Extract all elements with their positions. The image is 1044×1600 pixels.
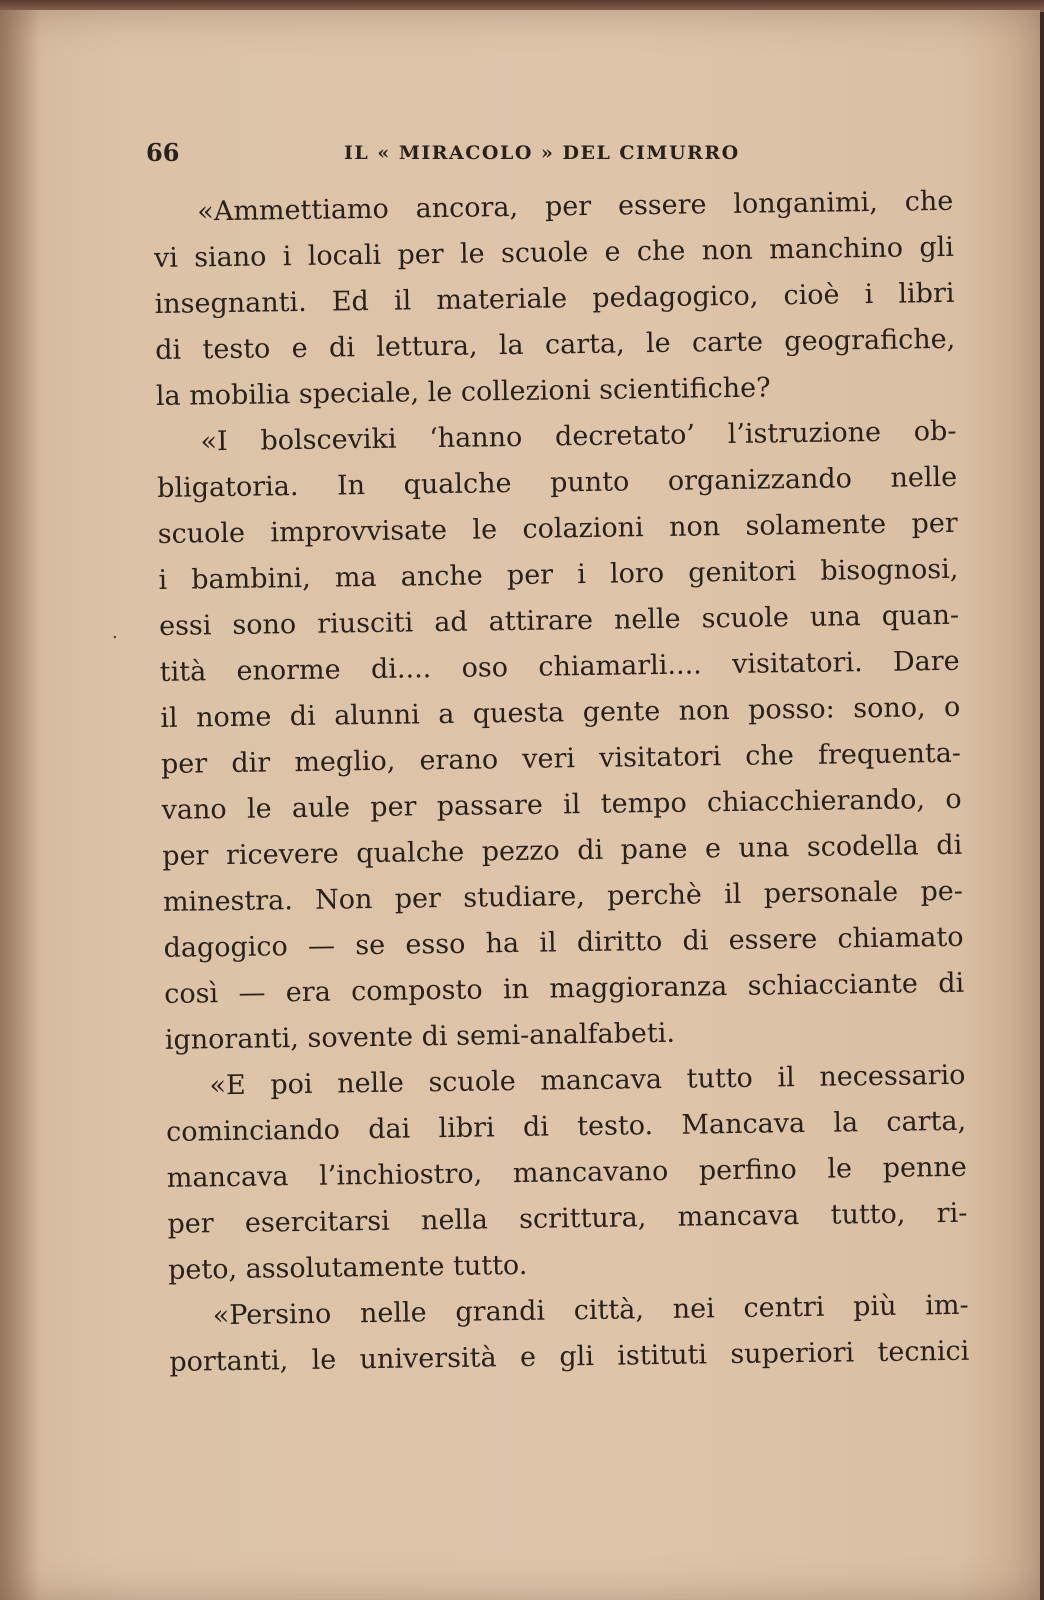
text-line: peto, assolutamente tutto. — [167, 1249, 528, 1286]
text-line: vi siano i locali per le scuole e che non manchino gli — [153, 231, 955, 274]
page-header — [146, 138, 946, 168]
text-line: il nome di alunni a questa gente non posso: sono, o — [160, 691, 961, 734]
text-line: «E poi nelle scuole mancava tutto il necessario — [209, 1059, 966, 1102]
margin-mark: . — [112, 622, 118, 643]
text-line: «Persino nelle grandi città, nei centri più im- — [212, 1289, 969, 1332]
page-gutter-shadow — [0, 10, 40, 1600]
text-line: bligatoria. In qualche punto organizzando nelle — [156, 461, 958, 504]
text-line: insegnanti. Ed il materiale pedagogico, cioè i libri — [154, 277, 955, 320]
text-line: per dir meglio, erano veri visitatori che frequenta- — [160, 737, 962, 780]
text-line: essi sono riusciti ad attirare nelle scuole una quan- — [158, 599, 960, 642]
text-line: cominciando dai libri di testo. Mancava la carta, — [165, 1105, 967, 1148]
text-line: minestra. Non per studiare, perchè il personale pe- — [162, 875, 964, 918]
text-line: vano le aule per passare il tempo chiacchierando, o — [161, 783, 962, 826]
text-line: «I bolsceviki ‘hanno decretato’ l’istruzione ob- — [200, 415, 957, 458]
body-text — [153, 179, 970, 1386]
text-line: ignoranti, sovente di semi-analfabeti. — [164, 1017, 676, 1056]
text-line: «Ammettiamo ancora, per essere longanimi, che — [197, 185, 954, 228]
text-line: per esercitarsi nella scrittura, mancava tutto, ri- — [167, 1197, 968, 1240]
text-line: così — era composto in maggioranza schiacciante di — [164, 967, 965, 1010]
text-line: portanti, le università e gli istituti superiori tecnici — [169, 1335, 970, 1378]
running-head: IL « MIRACOLO » DEL CIMURRO — [344, 142, 740, 164]
text-line: di testo e di lettura, la carta, le carte geografiche, — [155, 323, 956, 366]
text-line: dagogico — se esso ha il diritto di essere chiamato — [163, 921, 964, 964]
text-line: per ricevere qualche pezzo di pane e una scodella di — [162, 829, 963, 872]
text-line: scuole improvvisate le colazioni non solamente per — [157, 507, 958, 550]
text-line: mancava l’inchiostro, mancavano perfino le penne — [166, 1151, 967, 1194]
text-line: i bambini, ma anche per i loro genitori bisognosi, — [158, 553, 959, 596]
text-line: tità enorme di.... oso chiamarli.... visitatori. Dare — [159, 645, 960, 688]
page-number: 66 — [146, 138, 180, 167]
text-line: la mobilia speciale, le collezioni scientifiche? — [155, 372, 771, 412]
